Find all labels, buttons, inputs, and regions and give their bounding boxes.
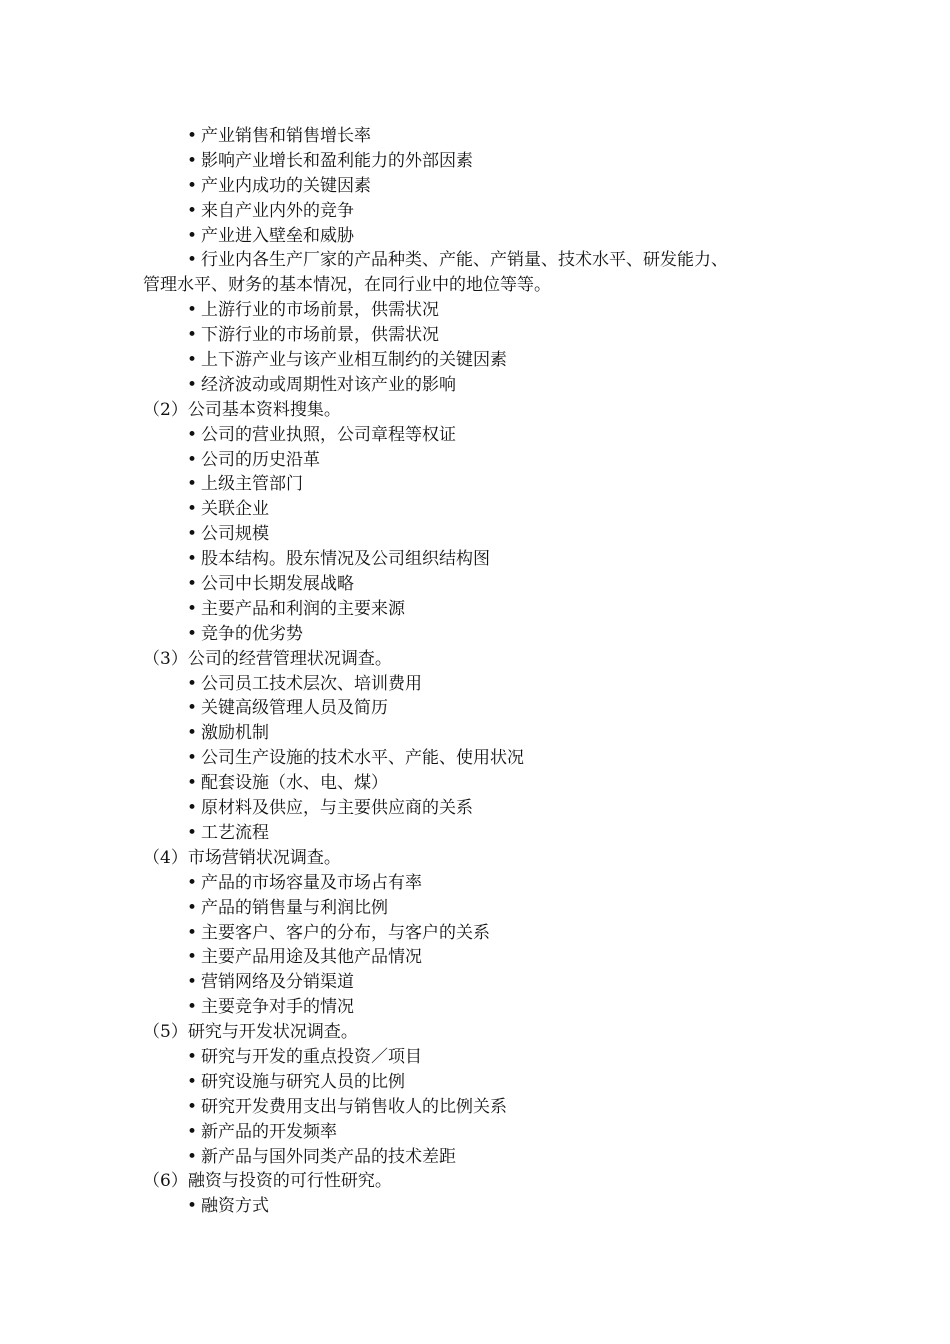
line-text: 研究设施与研究人员的比例: [201, 1071, 405, 1092]
bullet-item: [0, 1120, 950, 1145]
line-text: 上级主管部门: [201, 474, 303, 495]
bullet-icon: •: [187, 175, 198, 196]
line-text: 公司规模: [201, 524, 269, 545]
bullet-item: [0, 821, 950, 846]
bullet-icon: •: [187, 997, 198, 1018]
bullet-item: [0, 323, 950, 348]
line-text: 影响产业增长和盈利能力的外部因素: [201, 150, 473, 171]
line-text: 营销网络及分销渠道: [201, 972, 354, 993]
line-text: （6）融资与投资的可行性研究。: [143, 1171, 392, 1192]
bullet-icon: •: [187, 897, 198, 918]
section-heading: [0, 647, 950, 672]
line-text: 经济波动或周期性对该产业的影响: [201, 374, 456, 395]
line-text: 产品的市场容量及市场占有率: [201, 872, 422, 893]
bullet-icon: •: [187, 1046, 198, 1067]
line-text: 研究与开发的重点投资／项目: [201, 1046, 422, 1067]
bullet-item: [0, 672, 950, 697]
bullet-icon: •: [187, 250, 198, 271]
bullet-icon: •: [187, 673, 198, 694]
line-text: 产业内成功的关键因素: [201, 175, 371, 196]
bullet-item: [0, 597, 950, 622]
bullet-item: [0, 348, 950, 373]
bullet-item: [0, 448, 950, 473]
bullet-icon: •: [187, 822, 198, 843]
bullet-icon: •: [187, 300, 198, 321]
line-text: 原材料及供应，与主要供应商的关系: [201, 798, 473, 819]
bullet-icon: •: [187, 947, 198, 968]
bullet-icon: •: [187, 972, 198, 993]
bullet-item: [0, 298, 950, 323]
line-text: 新产品与国外同类产品的技术差距: [201, 1146, 456, 1167]
bullet-item: [0, 1070, 950, 1095]
bullet-icon: •: [187, 698, 198, 719]
bullet-icon: •: [187, 350, 198, 371]
bullet-icon: •: [187, 598, 198, 619]
bullet-item: [0, 248, 950, 273]
bullet-item: [0, 149, 950, 174]
line-text: 产业进入壁垒和威胁: [201, 225, 354, 246]
line-text: 融资方式: [201, 1196, 269, 1217]
line-text: 关联企业: [201, 499, 269, 520]
line-text: （4）市场营销状况调查。: [143, 847, 341, 868]
line-text: 来自产业内外的竞争: [201, 200, 354, 221]
bullet-icon: •: [187, 1071, 198, 1092]
line-text: 主要产品和利润的主要来源: [201, 598, 405, 619]
bullet-icon: •: [187, 1196, 198, 1217]
bullet-item: [0, 373, 950, 398]
bullet-item: [0, 522, 950, 547]
bullet-icon: •: [187, 150, 198, 171]
bullet-icon: •: [187, 499, 198, 520]
bullet-item: [0, 746, 950, 771]
bullet-icon: •: [187, 126, 198, 146]
bullet-icon: •: [187, 723, 198, 744]
bullet-item: [0, 124, 950, 149]
bullet-icon: •: [187, 798, 198, 819]
bullet-item: [0, 572, 950, 597]
bullet-item: [0, 721, 950, 746]
line-text: 关键高级管理人员及简历: [201, 698, 388, 719]
bullet-item: [0, 970, 950, 995]
line-text: 主要产品用途及其他产品情况: [201, 947, 422, 968]
bullet-item: [0, 472, 950, 497]
line-text: 上下游产业与该产业相互制约的关键因素: [201, 350, 507, 371]
bullet-icon: •: [187, 474, 198, 495]
line-text: 管理水平、财务的基本情况，在同行业中的地位等等。: [143, 275, 551, 296]
line-text: 配套设施（水、电、煤）: [201, 773, 388, 794]
bullet-icon: •: [187, 748, 198, 769]
bullet-item: [0, 497, 950, 522]
line-text: 产品的销售量与利润比例: [201, 897, 388, 918]
line-text: 公司生产设施的技术水平、产能、使用状况: [201, 748, 524, 769]
line-text: 公司的营业执照，公司章程等权证: [201, 424, 456, 445]
line-text: 产业销售和销售增长率: [201, 126, 371, 146]
bullet-item: [0, 871, 950, 896]
line-text: 激励机制: [201, 723, 269, 744]
line-text: 主要客户、客户的分布，与客户的关系: [201, 922, 490, 943]
section-heading: [0, 398, 950, 423]
line-text: 公司员工技术层次、培训费用: [201, 673, 422, 694]
line-text: 主要竞争对手的情况: [201, 997, 354, 1018]
bullet-icon: •: [187, 424, 198, 445]
bullet-item: [0, 547, 950, 572]
bullet-item: [0, 771, 950, 796]
line-text: 下游行业的市场前景，供需状况: [201, 325, 439, 346]
bullet-item: [0, 199, 950, 224]
bullet-icon: •: [187, 1146, 198, 1167]
bullet-item: [0, 1145, 950, 1170]
line-text: （5）研究与开发状况调查。: [143, 1022, 358, 1043]
bullet-item: [0, 622, 950, 647]
bullet-item: [0, 796, 950, 821]
line-text: 股本结构。股东情况及公司组织结构图: [201, 549, 490, 570]
bullet-item: [0, 1095, 950, 1120]
bullet-icon: •: [187, 524, 198, 545]
line-text: 公司的历史沿革: [201, 449, 320, 470]
line-text: 公司中长期发展战略: [201, 574, 354, 595]
bullet-item: [0, 423, 950, 448]
line-text: 上游行业的市场前景，供需状况: [201, 300, 439, 321]
bullet-item: [0, 945, 950, 970]
bullet-icon: •: [187, 872, 198, 893]
bullet-icon: •: [187, 200, 198, 221]
bullet-icon: •: [187, 449, 198, 470]
bullet-icon: •: [187, 922, 198, 943]
bullet-item: [0, 224, 950, 249]
bullet-item: [0, 921, 950, 946]
bullet-icon: •: [187, 1121, 198, 1142]
bullet-icon: •: [187, 549, 198, 570]
line-text: 行业内各生产厂家的产品种类、产能、产销量、技术水平、研发能力、: [201, 250, 728, 271]
bullet-icon: •: [187, 374, 198, 395]
bullet-icon: •: [187, 1096, 198, 1117]
bullet-item: [0, 1045, 950, 1070]
bullet-icon: •: [187, 225, 198, 246]
line-text: 研究开发费用支出与销售收人的比例关系: [201, 1096, 507, 1117]
bullet-icon: •: [187, 623, 198, 644]
line-text: （2）公司基本资料搜集。: [143, 399, 341, 420]
line-text: 工艺流程: [201, 822, 269, 843]
line-text: 竞争的优劣势: [201, 623, 303, 644]
bullet-item: [0, 995, 950, 1020]
bullet-item: [0, 696, 950, 721]
bullet-icon: •: [187, 574, 198, 595]
section-heading: [0, 1020, 950, 1045]
bullet-icon: •: [187, 773, 198, 794]
bullet-item: [0, 1194, 950, 1219]
bullet-item: [0, 896, 950, 921]
continuation-line: [0, 273, 950, 298]
section-heading: [0, 1169, 950, 1194]
section-heading: [0, 846, 950, 871]
line-text: （3）公司的经营管理状况调查。: [143, 648, 392, 669]
line-text: 新产品的开发频率: [201, 1121, 337, 1142]
bullet-icon: •: [187, 325, 198, 346]
bullet-item: [0, 174, 950, 199]
